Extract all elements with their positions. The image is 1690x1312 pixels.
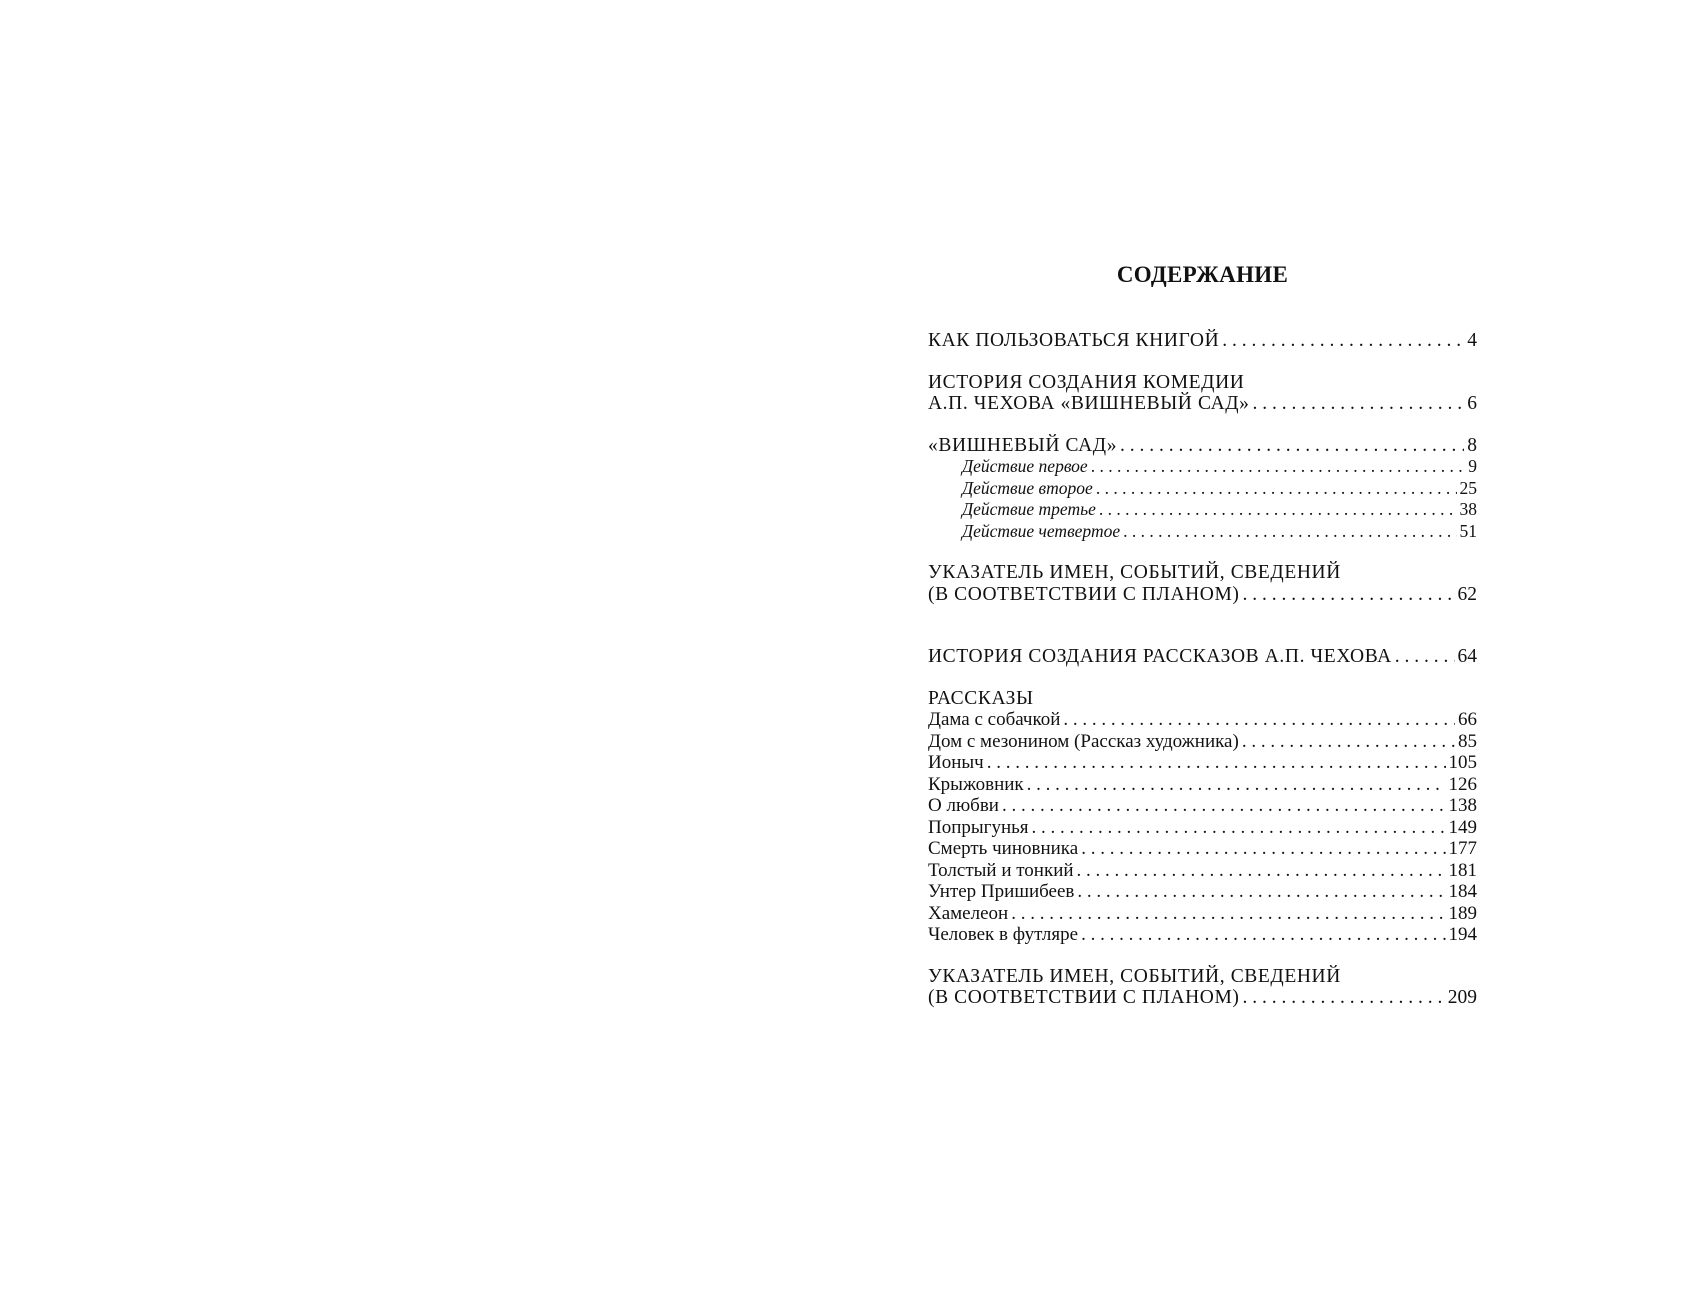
toc-entry-title: Унтер Пришибеев <box>928 881 1075 902</box>
toc-page-number: 51 <box>1459 520 1477 541</box>
toc-entry-title: Хамелеон <box>928 902 1009 924</box>
dot-leader <box>1002 795 1446 817</box>
toc-entry <box>928 584 1477 606</box>
toc-entry-title: Действие третье <box>962 499 1096 519</box>
toc-page-number: 209 <box>1447 987 1477 1008</box>
dot-leader <box>1099 499 1457 521</box>
toc-entry-title: О любви <box>928 795 999 816</box>
dot-leader <box>1077 881 1445 903</box>
toc-page-number: 85 <box>1458 730 1477 752</box>
toc-page-number: 9 <box>1468 456 1477 476</box>
toc-page-number: 6 <box>1467 393 1477 414</box>
dot-leader <box>1011 903 1445 925</box>
toc-page-number: 38 <box>1459 499 1477 519</box>
toc-entry <box>928 881 1477 903</box>
toc-page-number: 4 <box>1467 330 1477 351</box>
toc-page-number: 177 <box>1448 838 1477 859</box>
toc-section <box>928 688 1477 946</box>
toc-entry-title: Дама с собачкой <box>928 709 1061 730</box>
toc-page-number: 62 <box>1457 583 1477 605</box>
toc-entry-title: ИСТОРИЯ СОЗДАНИЯ КОМЕДИИ <box>928 371 1245 393</box>
toc-entry <box>928 860 1477 882</box>
toc-entry-title: Дом с мезонином (Рассказ художника) <box>928 730 1239 752</box>
dot-leader <box>1243 987 1445 1009</box>
toc-page-number: 138 <box>1448 795 1477 816</box>
page-title: СОДЕРЖАНИЕ <box>1116 262 1289 287</box>
toc-entry <box>928 435 1477 457</box>
toc-entry <box>928 330 1477 352</box>
toc-entry <box>928 646 1477 668</box>
toc-page-number: 189 <box>1448 902 1477 924</box>
dot-leader <box>1123 521 1456 543</box>
toc-entry <box>928 987 1477 1009</box>
toc-entry-title: РАССКАЗЫ <box>928 687 1034 709</box>
toc-entry <box>928 456 1477 478</box>
toc-entry <box>928 372 1477 394</box>
toc-entry-title: Попрыгунья <box>928 816 1029 838</box>
toc-entry-title: Действие первое <box>962 456 1088 476</box>
toc-entry <box>928 817 1477 839</box>
toc-entry-title: КАК ПОЛЬЗОВАТЬСЯ КНИГОЙ <box>928 330 1220 351</box>
toc-section <box>928 966 1477 1009</box>
dot-leader <box>1395 646 1455 668</box>
toc-page-number: 8 <box>1467 434 1477 456</box>
toc-entry-title: Человек в футляре <box>928 924 1079 945</box>
toc-page-number: 184 <box>1448 881 1477 902</box>
toc-section <box>928 435 1477 543</box>
toc-entry <box>928 562 1477 584</box>
toc-entry <box>928 521 1477 543</box>
dot-leader <box>1253 393 1465 415</box>
toc-page-number: 149 <box>1448 816 1477 838</box>
toc-entry <box>928 478 1477 500</box>
toc-section <box>928 646 1477 668</box>
toc-entry-title: «ВИШНЕВЫЙ САД» <box>928 434 1118 456</box>
toc-entry <box>928 731 1477 753</box>
toc-entry <box>928 393 1477 415</box>
dot-leader <box>1081 924 1445 946</box>
toc-entry <box>928 795 1477 817</box>
table-of-contents <box>928 330 1477 1029</box>
toc-entry-title: Смерть чиновника <box>928 838 1079 859</box>
toc-entry <box>928 709 1477 731</box>
toc-entry-title: Крыжовник <box>928 773 1024 795</box>
toc-page-number: 126 <box>1448 773 1477 795</box>
contents-page <box>928 0 1477 1312</box>
toc-entry-title: (В СООТВЕТСТВИИ С ПЛАНОМ) <box>928 583 1240 605</box>
dot-leader <box>1032 817 1446 839</box>
toc-entry-title: Ионыч <box>928 752 984 773</box>
dot-leader <box>1222 330 1464 352</box>
toc-section <box>928 330 1477 352</box>
dot-leader <box>1077 860 1446 882</box>
dot-leader <box>1243 584 1455 606</box>
toc-page-number: 194 <box>1448 924 1477 945</box>
toc-entry-title: Действие второе <box>962 477 1093 498</box>
toc-entry-title: Действие четвертое <box>962 520 1121 541</box>
toc-page-number: 66 <box>1458 709 1477 730</box>
toc-page-number: 25 <box>1459 477 1477 498</box>
dot-leader <box>1081 838 1445 860</box>
toc-page-number: 105 <box>1448 752 1477 773</box>
dot-leader <box>1242 731 1455 753</box>
toc-section <box>928 372 1477 415</box>
toc-entry <box>928 499 1477 521</box>
toc-entry-title: (В СООТВЕТСТВИИ С ПЛАНОМ) <box>928 987 1240 1008</box>
toc-entry <box>928 752 1477 774</box>
toc-entry <box>928 838 1477 860</box>
toc-entry <box>928 903 1477 925</box>
toc-page-number: 181 <box>1448 859 1477 881</box>
toc-entry <box>928 924 1477 946</box>
dot-leader <box>1096 478 1457 500</box>
toc-entry-title: УКАЗАТЕЛЬ ИМЕН, СОБЫТИЙ, СВЕДЕНИЙ <box>928 965 1341 987</box>
toc-entry <box>928 688 1477 710</box>
dot-leader <box>1091 456 1466 478</box>
dot-leader <box>987 752 1446 774</box>
toc-entry <box>928 774 1477 796</box>
toc-entry-title: ИСТОРИЯ СОЗДАНИЯ РАССКАЗОВ А.П. ЧЕХОВА <box>928 646 1392 667</box>
toc-section <box>928 562 1477 605</box>
toc-entry-title: Толстый и тонкий <box>928 859 1074 881</box>
toc-page-number: 64 <box>1457 646 1477 667</box>
dot-leader <box>1120 435 1464 457</box>
toc-entry <box>928 966 1477 988</box>
toc-entry-title: УКАЗАТЕЛЬ ИМЕН, СОБЫТИЙ, СВЕДЕНИЙ <box>928 562 1341 583</box>
dot-leader <box>1063 709 1455 731</box>
toc-entry-title: А.П. ЧЕХОВА «ВИШНЕВЫЙ САД» <box>928 393 1250 414</box>
dot-leader <box>1027 774 1446 796</box>
